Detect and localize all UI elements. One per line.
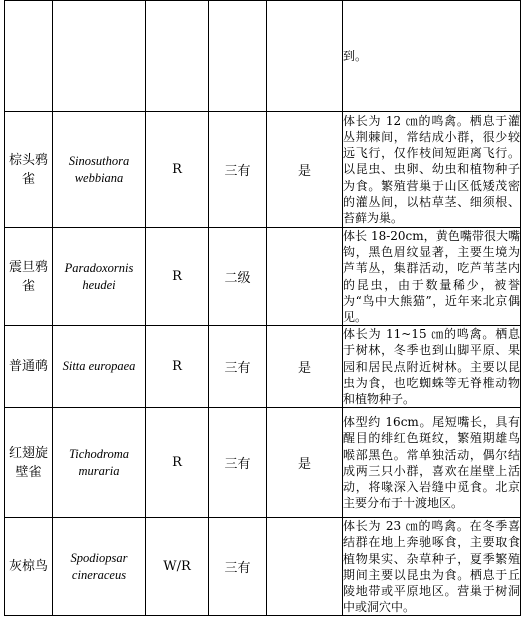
residency-type: R [146, 408, 209, 518]
table-row [5, 408, 521, 518]
residency-type: R [146, 112, 209, 228]
bird-name [5, 1, 53, 112]
protection-level: 三有 [209, 408, 267, 518]
residency-type: R [146, 228, 209, 326]
table-row [5, 1, 521, 112]
description-cell: 到。 [343, 1, 521, 112]
endemic-flag: 是 [267, 326, 343, 408]
protection-level: 三有 [209, 518, 267, 616]
protection-level: 二级 [209, 228, 267, 326]
description-cell: 体长为 11~15 ㎝的鸣禽。栖息于树林，冬季也到山脚平原、果园和居民点附近树林。主要以昆虫为食，也吃蜘蛛等无脊椎动物和植物种子。 [343, 327, 520, 407]
table-row [5, 112, 521, 228]
scientific-name: Sitta europaea [53, 326, 146, 408]
residency-type [146, 1, 209, 112]
scientific-name: Tichodroma muraria [53, 408, 146, 518]
endemic-flag: 是 [267, 408, 343, 518]
endemic-flag: 是 [267, 112, 343, 228]
bird-name: 普通䴓 [5, 326, 53, 408]
scientific-name [53, 1, 146, 112]
scientific-name: Spodiopsar cineraceus [53, 518, 146, 616]
residency-type: W/R [146, 518, 209, 616]
bird-name: 棕头鸦雀 [5, 112, 53, 228]
endemic-flag [267, 228, 343, 326]
bird-name: 红翅旋壁雀 [5, 408, 53, 518]
scientific-name: Paradoxornis heudei [53, 228, 146, 326]
bird-table [4, 0, 521, 616]
description-cell: 体型约 16cm。尾短嘴长，具有醒目的绯红色斑纹，繁殖期雄鸟喉部黑色。常单独活动，偶尔结成两三只小群，喜欢在崖壁上活动，将喙深入岩缝中觅食。北京主要分布于十渡地区。 [343, 408, 521, 518]
protection-level [209, 1, 267, 112]
scientific-name: Sinosuthora webbiana [53, 112, 146, 228]
table-row [5, 518, 521, 616]
description-cell: 体长为 23 ㎝的鸣禽。在冬季喜结群在地上奔驰啄食，主要取食植物果实、杂草种子，夏季繁殖期间主要以昆虫为食。栖息于丘陵地带或平原地区。营巢于树洞中或洞穴中。 [343, 519, 520, 615]
table-row [5, 228, 521, 326]
protection-level: 三有 [209, 326, 267, 408]
protection-level: 三有 [209, 112, 267, 228]
bird-name: 灰椋鸟 [5, 518, 53, 616]
residency-type: R [146, 326, 209, 408]
description-cell: 体长为 12 ㎝的鸣禽。栖息于灌丛荆棘间，常结成小群，很少较远飞行，仅作枝间短距离飞行。以昆虫、虫卵、幼虫和植物种子为食。繁殖营巢于山区低矮茂密的灌丛间，以枯草茎、细须根、苔藓为巢。 [343, 112, 521, 228]
description-cell: 体长 18-20cm，黄色嘴带很大嘴钩，黑色眉纹显著，主要生境为芦苇丛，集群活动，吃芦苇茎内的昆虫，由于数量稀少，被誉为“鸟中大熊猫”，近年来北京偶见。 [343, 229, 520, 325]
endemic-flag [267, 1, 343, 112]
bird-name: 震旦鸦雀 [5, 228, 53, 326]
table-row [5, 326, 521, 408]
endemic-flag [267, 518, 343, 616]
